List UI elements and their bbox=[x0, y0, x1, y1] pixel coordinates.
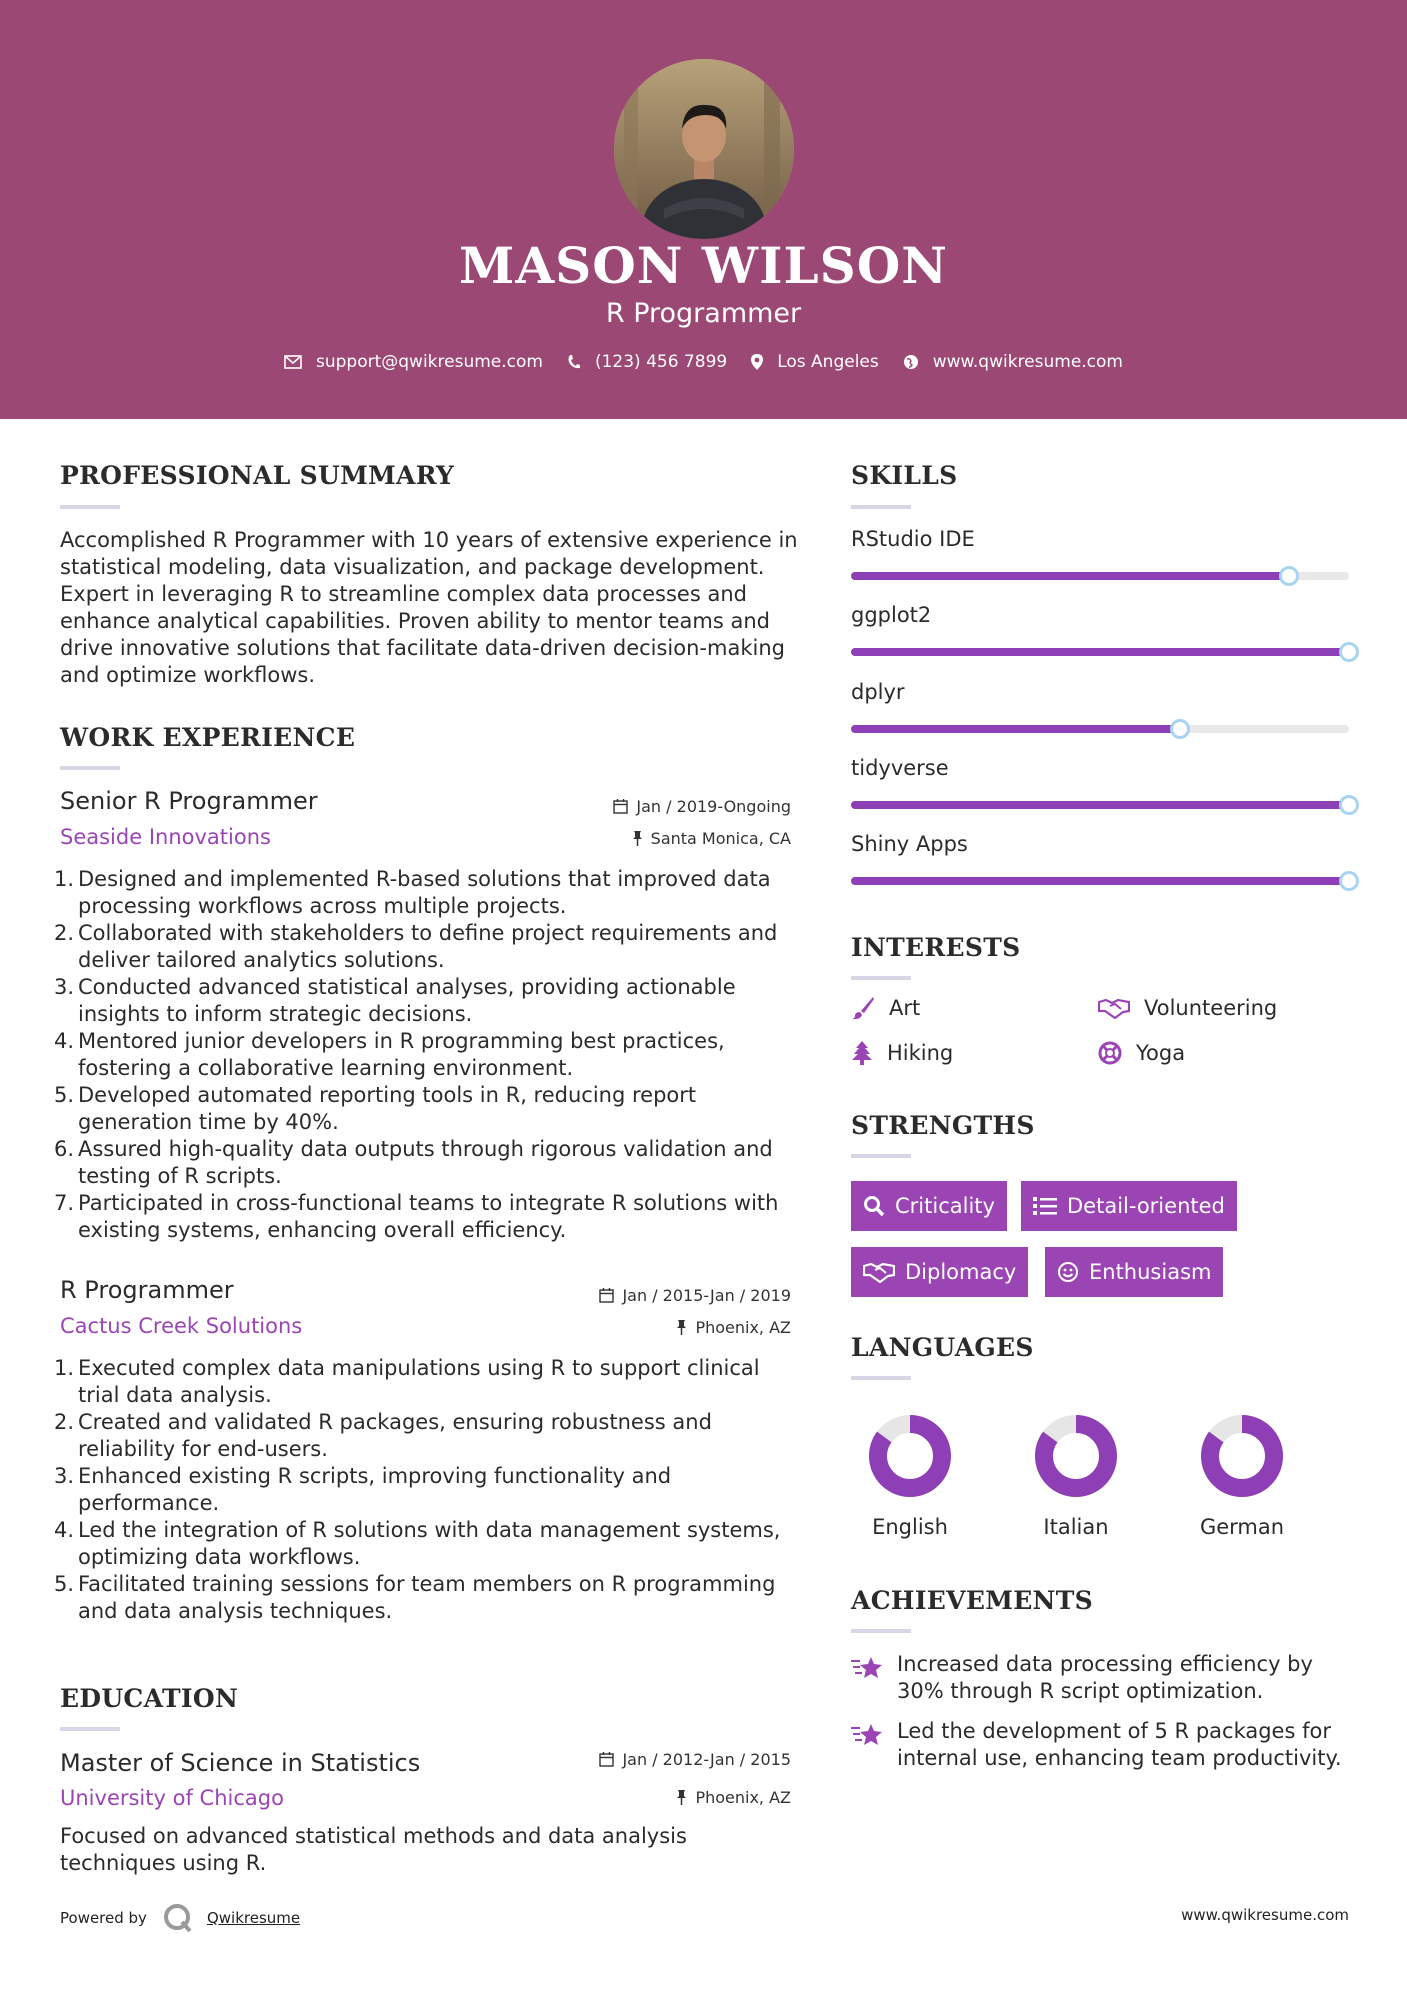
strength-chip bbox=[851, 1181, 1007, 1231]
skill-fill bbox=[851, 725, 1180, 733]
skill-fill bbox=[851, 648, 1349, 656]
footer-site-link[interactable]: www.qwikresume.com bbox=[1181, 1906, 1349, 1924]
strength-chip bbox=[1045, 1247, 1223, 1297]
footer-powered-by bbox=[60, 1903, 300, 1933]
search-icon bbox=[863, 1195, 885, 1217]
brand-link[interactable]: Qwikresume bbox=[206, 1909, 301, 1927]
list-item: Conducted advanced statistical analyses, providing actionable insights to inform strategic decisions. bbox=[78, 975, 736, 1026]
skill-knob[interactable] bbox=[1339, 642, 1359, 662]
education-location-text: Phoenix, AZ bbox=[695, 1788, 791, 1807]
job-title: Senior R Programmer bbox=[60, 787, 318, 815]
contact-location bbox=[751, 352, 879, 372]
skills-rule bbox=[851, 505, 911, 509]
list-item: Created and validated R packages, ensuring robustness and reliability for end-users. bbox=[78, 1410, 712, 1461]
list-item: Assured high-quality data outputs through rigorous validation and testing of R scripts. bbox=[78, 1137, 773, 1188]
strength-label: Enthusiasm bbox=[1089, 1260, 1212, 1284]
skill-knob[interactable] bbox=[1339, 871, 1359, 891]
skill-label: ggplot2 bbox=[851, 603, 932, 627]
work-heading: WORK EXPERIENCE bbox=[60, 723, 356, 752]
qwikresume-logo-icon bbox=[163, 1903, 193, 1933]
job-dates-text: Jan / 2019-Ongoing bbox=[636, 797, 791, 816]
skill-knob[interactable] bbox=[1339, 795, 1359, 815]
lifering-icon bbox=[1098, 1041, 1122, 1065]
interest-label: Hiking bbox=[887, 1041, 954, 1065]
skill-bar bbox=[851, 725, 1349, 733]
skill-label: dplyr bbox=[851, 680, 905, 704]
job-location bbox=[676, 1318, 791, 1337]
summary-rule bbox=[60, 505, 120, 509]
job-location-text: Santa Monica, CA bbox=[650, 829, 791, 848]
list-item: Led the integration of R solutions with data management systems, optimizing data workflows. bbox=[78, 1518, 781, 1569]
skills-heading: SKILLS bbox=[851, 461, 958, 490]
skill-bar bbox=[851, 877, 1349, 885]
job-company: Cactus Creek Solutions bbox=[60, 1314, 303, 1338]
language-donut bbox=[1033, 1413, 1119, 1499]
strength-chip bbox=[851, 1247, 1028, 1297]
education-location bbox=[676, 1788, 791, 1807]
pin-icon bbox=[632, 831, 643, 846]
achievement-text: Increased data processing efficiency by 30% through R script optimization. bbox=[897, 1652, 1313, 1703]
list-icon bbox=[1033, 1196, 1057, 1216]
work-rule bbox=[60, 766, 120, 770]
language-donut bbox=[1199, 1413, 1285, 1499]
strength-label: Criticality bbox=[895, 1194, 995, 1218]
tree-icon bbox=[851, 1041, 873, 1065]
list-item: Designed and implemented R-based solutions that improved data processing workflows across multiple projects. bbox=[78, 867, 771, 918]
interest-item bbox=[1098, 1041, 1185, 1065]
skill-fill bbox=[851, 801, 1349, 809]
achievements-rule bbox=[851, 1629, 911, 1633]
resume-header bbox=[0, 0, 1407, 419]
email-text: support@qwikresume.com bbox=[316, 352, 543, 372]
handshake-icon bbox=[863, 1261, 895, 1283]
candidate-role: R Programmer bbox=[605, 298, 802, 329]
shooting-star-icon bbox=[851, 1655, 885, 1681]
list-item: Participated in cross-functional teams to integrate R solutions with existing systems, enhancing overall efficiency. bbox=[78, 1191, 779, 1242]
job-location-text: Phoenix, AZ bbox=[695, 1318, 791, 1337]
strengths-rule bbox=[851, 1154, 911, 1158]
contact-email[interactable] bbox=[284, 352, 543, 372]
education-dates bbox=[599, 1750, 791, 1769]
list-item: Facilitated training sessions for team members on R programming and data analysis techniques. bbox=[78, 1572, 776, 1623]
smile-icon bbox=[1057, 1261, 1079, 1283]
summary-text: Accomplished R Programmer with 10 years of extensive experience in statistical modeling, data visualization, and package development. Expert in leveraging R to streamline complex data processes and enhance analytical capabilities. Proven ability to mentor teams and drive innovative solutions that facilitate data-driven decision-making and optimize workflows. bbox=[60, 528, 798, 687]
website-text: www.qwikresume.com bbox=[932, 352, 1123, 372]
list-item: Enhanced existing R scripts, improving functionality and performance. bbox=[78, 1464, 672, 1515]
strength-label: Detail-oriented bbox=[1067, 1194, 1225, 1218]
interest-label: Yoga bbox=[1136, 1041, 1186, 1065]
summary-heading: PROFESSIONAL SUMMARY bbox=[60, 461, 455, 490]
list-item: Developed automated reporting tools in R, reducing report generation time by 40%. bbox=[78, 1083, 697, 1134]
achievement-item bbox=[851, 1718, 1351, 1772]
globe-icon bbox=[903, 354, 919, 370]
job-title: R Programmer bbox=[60, 1276, 234, 1304]
list-item: Executed complex data manipulations using R to support clinical trial data analysis. bbox=[78, 1356, 760, 1407]
envelope-icon bbox=[284, 355, 302, 369]
strength-label: Diplomacy bbox=[905, 1260, 1017, 1284]
skill-fill bbox=[851, 572, 1289, 580]
skill-bar bbox=[851, 572, 1349, 580]
achievement-text: Led the development of 5 R packages for internal use, enhancing team productivity. bbox=[897, 1719, 1342, 1770]
skill-bar bbox=[851, 801, 1349, 809]
job-company: Seaside Innovations bbox=[60, 825, 271, 849]
job-dates-text: Jan / 2015-Jan / 2019 bbox=[622, 1286, 791, 1305]
calendar-icon bbox=[613, 799, 628, 814]
languages-rule bbox=[851, 1376, 911, 1380]
pin-icon bbox=[676, 1790, 687, 1805]
language-label: German bbox=[1199, 1515, 1285, 1539]
skill-label: tidyverse bbox=[851, 756, 949, 780]
job-location bbox=[632, 829, 791, 848]
strengths-heading: STRENGTHS bbox=[851, 1111, 1035, 1140]
language-label: English bbox=[872, 1515, 948, 1539]
location-text: Los Angeles bbox=[777, 352, 879, 372]
language-label: Italian bbox=[1043, 1515, 1109, 1539]
interest-label: Volunteering bbox=[1144, 996, 1278, 1020]
phone-icon bbox=[567, 354, 581, 370]
achievement-item bbox=[851, 1651, 1351, 1705]
calendar-icon bbox=[599, 1752, 614, 1767]
job-duties-list bbox=[78, 866, 800, 1244]
job-dates bbox=[599, 1286, 791, 1305]
job-dates bbox=[613, 797, 791, 816]
powered-by-text: Powered by bbox=[60, 1909, 147, 1927]
map-pin-icon bbox=[751, 354, 763, 370]
skill-label: Shiny Apps bbox=[851, 832, 968, 856]
handshake-icon bbox=[1098, 997, 1130, 1019]
interests-heading: INTERESTS bbox=[851, 933, 1021, 962]
phone-text: (123) 456 7899 bbox=[594, 352, 728, 372]
skill-knob[interactable] bbox=[1170, 719, 1190, 739]
contact-phone[interactable] bbox=[567, 352, 727, 372]
education-description: Focused on advanced statistical methods and data analysis techniques using R. bbox=[60, 1824, 687, 1875]
education-heading: EDUCATION bbox=[60, 1684, 239, 1713]
interest-item bbox=[1098, 996, 1277, 1020]
interest-item bbox=[851, 1041, 953, 1065]
skill-label: RStudio IDE bbox=[851, 527, 975, 551]
shooting-star-icon bbox=[851, 1722, 885, 1748]
contact-website[interactable] bbox=[903, 352, 1123, 372]
list-item: Collaborated with stakeholders to define project requirements and deliver tailored analytics solutions. bbox=[78, 921, 778, 972]
education-rule bbox=[60, 1727, 120, 1731]
achievements-heading: ACHIEVEMENTS bbox=[851, 1586, 1093, 1615]
profile-photo bbox=[614, 59, 794, 239]
skill-knob[interactable] bbox=[1279, 566, 1299, 586]
language-item bbox=[1177, 1413, 1307, 1539]
skill-bar bbox=[851, 648, 1349, 656]
calendar-icon bbox=[599, 1288, 614, 1303]
language-donut bbox=[867, 1413, 953, 1499]
education-dates-text: Jan / 2012-Jan / 2015 bbox=[622, 1750, 791, 1769]
school-name: University of Chicago bbox=[60, 1786, 284, 1810]
candidate-name: MASON WILSON bbox=[459, 236, 948, 295]
skill-fill bbox=[851, 877, 1349, 885]
contact-bar bbox=[0, 352, 1407, 372]
language-item bbox=[845, 1413, 975, 1539]
list-item: Mentored junior developers in R programming best practices, fostering a collaborative learning environment. bbox=[78, 1029, 725, 1080]
degree-title: Master of Science in Statistics bbox=[60, 1749, 421, 1777]
pin-icon bbox=[676, 1320, 687, 1335]
strength-chip bbox=[1021, 1181, 1237, 1231]
language-item bbox=[1011, 1413, 1141, 1539]
interest-label: Art bbox=[889, 996, 921, 1020]
job-duties-list bbox=[78, 1355, 800, 1625]
languages-heading: LANGUAGES bbox=[851, 1333, 1034, 1362]
paintbrush-icon bbox=[851, 996, 875, 1020]
interest-item bbox=[851, 996, 920, 1020]
interests-rule bbox=[851, 976, 911, 980]
